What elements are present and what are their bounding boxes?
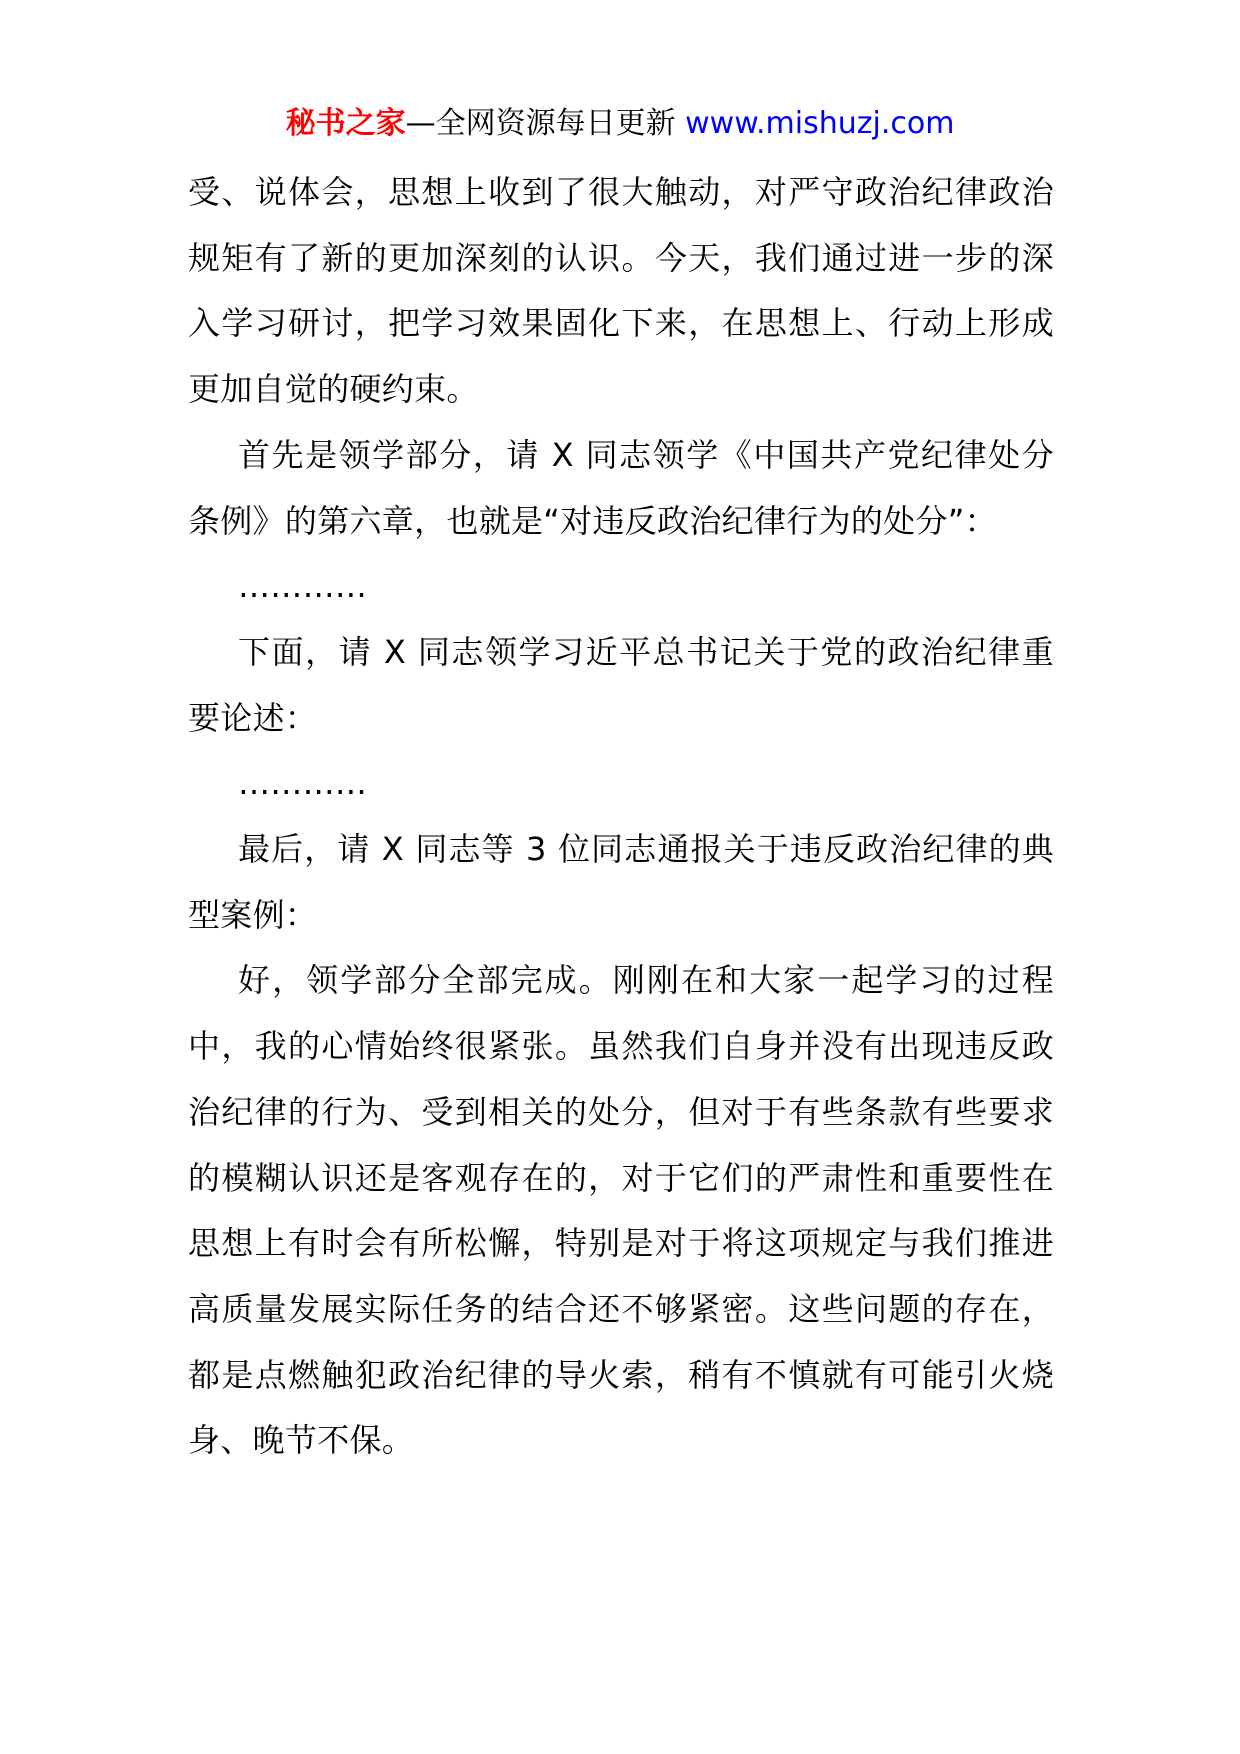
site-url[interactable]: www.mishuzj.com <box>685 106 955 141</box>
document-body <box>188 160 1054 1474</box>
paragraph-case-report: 最后，请 X 同志等 3 位同志通报关于违反政治纪律的典型案例： <box>188 830 1054 934</box>
ellipsis-placeholder: ………… <box>238 567 368 606</box>
header-tagline: —全网资源每日更新 <box>405 106 686 141</box>
paragraph-lead-study: 首先是领学部分，请 X 同志领学《中国共产党纪律处分条例》的第六章，也就是“对违反政治纪律行为的处分”： <box>188 435 1054 540</box>
brand-name: 秘书之家 <box>285 106 406 141</box>
page-header <box>0 100 1240 148</box>
ellipsis-placeholder: ………… <box>238 764 368 803</box>
paragraph-reflection: 好，领学部分全部完成。刚刚在和大家一起学习的过程中，我的心情始终很紧张。虽然我们自身并没有出现违反政治纪律的行为、受到相关的处分，但对于有些条款有些要求的模糊认识还是客观存在的，对于它们的严肃性和重要性在思想上有时会有所松懈，特别是对于将这项规定与我们推进高质量发展实际任务的结合还不够紧密。这些问题的存在，都是点燃触犯政治纪律的导火索，稍有不慎就有可能引火烧身、晚节不保。 <box>188 961 1054 1460</box>
paragraph-continuation: 受、说体会，思想上收到了很大触动，对严守政治纪律政治规矩有了新的更加深刻的认识。今天，我们通过进一步的深入学习研讨，把学习效果固化下来，在思想上、行动上形成更加自觉的硬约束。 <box>188 173 1054 409</box>
paragraph-next-study: 下面，请 X 同志领学习近平总书记关于党的政治纪律重要论述： <box>188 632 1054 737</box>
